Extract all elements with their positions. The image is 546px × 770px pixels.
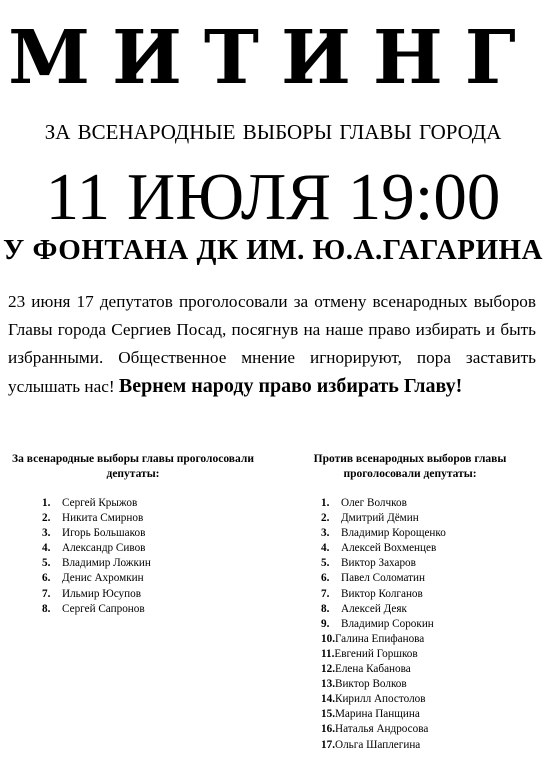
deputy-name: Галина Епифанова xyxy=(334,632,425,645)
list-number: 3. xyxy=(42,527,51,540)
list-number: 15. xyxy=(321,708,335,721)
deputy-name: Алексей Деяк xyxy=(341,602,407,615)
list-number: 5. xyxy=(42,557,51,570)
list-number: 6. xyxy=(321,572,330,585)
list-number: 10. xyxy=(321,632,335,645)
deputy-name: Владимир Ложкин xyxy=(62,557,151,570)
list-number: 1. xyxy=(42,497,51,509)
list-number: 9. xyxy=(321,617,330,630)
list-item xyxy=(8,511,258,526)
list-item xyxy=(285,707,535,722)
deputy-name: Ильмир Юсупов xyxy=(62,587,141,600)
rally-subtitle: ЗА ВСЕНАРОДНЫЕ ВЫБОРЫ ГЛАВЫ ГОРОДА xyxy=(44,120,502,144)
against-voters-list xyxy=(285,496,535,753)
list-item xyxy=(285,526,535,541)
deputy-name: Ольга Шаплегина xyxy=(334,738,421,751)
list-number: 7. xyxy=(321,587,330,600)
list-item xyxy=(285,632,535,647)
for-voters-heading: За всенародные выборы главы проголосовали депутаты: xyxy=(12,453,254,480)
list-number: 13. xyxy=(321,678,335,691)
list-number: 7. xyxy=(42,587,51,600)
deputy-name: Сергей Сапронов xyxy=(62,602,145,615)
deputy-name: Александр Сивов xyxy=(62,542,146,555)
appeal-text: 23 июня 17 депутатов проголосовали за отмену всенародных выборов Главы города Сергиев Посад, посягнув на наше право избирать и быть избранными. Общественное мнение игнорируют, пора заставить услышать нас! xyxy=(8,292,536,396)
deputy-name: Марина Панщина xyxy=(334,708,420,721)
list-item xyxy=(285,692,535,707)
list-item xyxy=(285,617,535,632)
against-voters-column xyxy=(285,452,535,753)
rally-headline: МИТИНГ xyxy=(8,15,538,101)
list-item xyxy=(285,738,535,753)
deputy-name: Виктор Колганов xyxy=(341,587,423,600)
list-number: 17. xyxy=(321,738,335,751)
list-item xyxy=(285,556,535,571)
list-item xyxy=(285,602,535,617)
list-item xyxy=(8,556,258,571)
deputy-name: Кирилл Апостолов xyxy=(334,693,426,706)
list-item xyxy=(285,511,535,526)
list-item xyxy=(285,496,535,511)
list-item xyxy=(285,541,535,556)
list-number: 4. xyxy=(321,542,330,555)
list-number: 1. xyxy=(321,497,330,509)
list-number: 14. xyxy=(321,693,335,706)
list-number: 4. xyxy=(42,542,51,555)
list-item xyxy=(8,587,258,602)
against-voters-heading: Против всенародных выборов главы проголосовали депутаты: xyxy=(313,453,507,480)
list-number: 5. xyxy=(321,557,330,570)
rally-place: У ФОНТАНА ДК ИМ. Ю.А.ГАГАРИНА xyxy=(3,234,543,266)
deputy-name: Владимир Сорокин xyxy=(341,617,434,630)
deputy-name: Дмитрий Дёмин xyxy=(341,512,419,525)
list-number: 8. xyxy=(42,602,51,615)
list-item xyxy=(8,526,258,541)
list-item xyxy=(285,647,535,662)
list-item xyxy=(8,541,258,556)
for-voters-column xyxy=(8,452,258,617)
deputy-name: Евгений Горшков xyxy=(334,647,418,660)
deputy-name: Олег Волчков xyxy=(341,497,407,509)
list-number: 6. xyxy=(42,572,51,585)
list-number: 16. xyxy=(321,723,335,736)
list-item xyxy=(285,587,535,602)
deputy-name: Денис Ахромкин xyxy=(62,572,144,585)
deputy-name: Сергей Крыжов xyxy=(62,497,138,509)
for-voters-list xyxy=(8,496,258,617)
deputy-name: Владимир Корощенко xyxy=(341,527,446,540)
deputy-name: Елена Кабанова xyxy=(334,663,411,676)
list-number: 11. xyxy=(321,647,335,660)
list-item xyxy=(285,677,535,692)
deputy-name: Никита Смирнов xyxy=(62,512,144,525)
list-item xyxy=(285,662,535,677)
list-number: 2. xyxy=(42,512,51,525)
list-number: 8. xyxy=(321,602,330,615)
deputy-name: Алексей Вохменцев xyxy=(341,542,437,555)
deputy-name: Виктор Волков xyxy=(334,678,407,691)
deputy-name: Наталья Андросова xyxy=(334,723,429,736)
list-item xyxy=(8,496,258,511)
list-item xyxy=(285,571,535,586)
deputy-name: Игорь Большаков xyxy=(62,527,146,540)
list-number: 12. xyxy=(321,663,335,676)
list-item xyxy=(8,602,258,617)
rally-datetime: 11 ИЮЛЯ 19:00 xyxy=(45,160,501,234)
deputy-name: Виктор Захаров xyxy=(341,557,416,570)
appeal-paragraph xyxy=(8,288,536,401)
list-number: 2. xyxy=(321,512,330,525)
appeal-call: Вернем народу право избирать Главу! xyxy=(118,375,463,397)
list-item xyxy=(285,722,535,737)
list-number: 3. xyxy=(321,527,330,540)
list-item xyxy=(8,571,258,586)
deputy-name: Павел Соломатин xyxy=(341,572,426,585)
